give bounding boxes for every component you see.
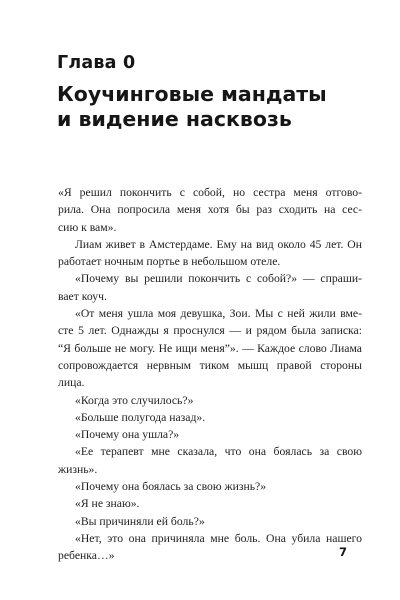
text-line: «Я решил покончить с собой, но сестра меня отгово- xyxy=(58,186,362,199)
text-line: «Почему она ушла?» xyxy=(75,428,180,442)
text-line: «Когда это случилось?» xyxy=(75,393,194,407)
text-line: сию к вам». xyxy=(58,220,117,234)
text-line: ребенка…» xyxy=(58,549,115,563)
text-line: «Почему она боялась за свою жизнь?» xyxy=(75,480,267,494)
page-number: 7 xyxy=(339,545,348,559)
text-line: «От меня ушла моя девушка, Зои. Мы с ней жили вме- xyxy=(75,307,362,321)
text-line: “Я больше не могу. Не ищи меня”». — Каждое слово Лиама xyxy=(58,341,362,355)
text-line: «Почему вы решили покончить с собой?» — спраши- xyxy=(75,272,362,286)
chapter-label: Глава 0 xyxy=(57,53,136,73)
text-line: вает коуч. xyxy=(58,289,107,303)
text-line: сте 5 лет. Однажды я проснулся — и рядом была записка: xyxy=(58,324,362,338)
text-line: «Нет, это она причиняла мне боль. Она убила нашего xyxy=(75,531,362,545)
text-line: Лиам живет в Амстердаме. Ему на вид около 45 лет. Он xyxy=(75,237,362,251)
chapter-title-line: и видение насквозь xyxy=(57,107,292,131)
text-line: «Вы причиняли ей боль?» xyxy=(75,514,205,528)
text-line: жизнь». xyxy=(58,462,98,476)
text-line: «Ее терапевт мне сказала, что она боялась за свою xyxy=(75,445,362,459)
text-line: сопровождается нервным тиком мышц правой стороны xyxy=(58,358,362,372)
text-line: «Я не знаю». xyxy=(75,497,140,511)
chapter-title-line: Коучинговые мандаты xyxy=(57,82,327,106)
body-text xyxy=(58,184,362,565)
text-line: лица. xyxy=(58,376,85,390)
text-line: рила. Она попросила меня хотя бы раз сходить на сес- xyxy=(58,203,362,217)
text-line: работает ночным портье в небольшом отеле. xyxy=(58,255,281,269)
text-line: «Больше полугода назад». xyxy=(75,410,206,424)
chapter-title xyxy=(57,82,357,132)
